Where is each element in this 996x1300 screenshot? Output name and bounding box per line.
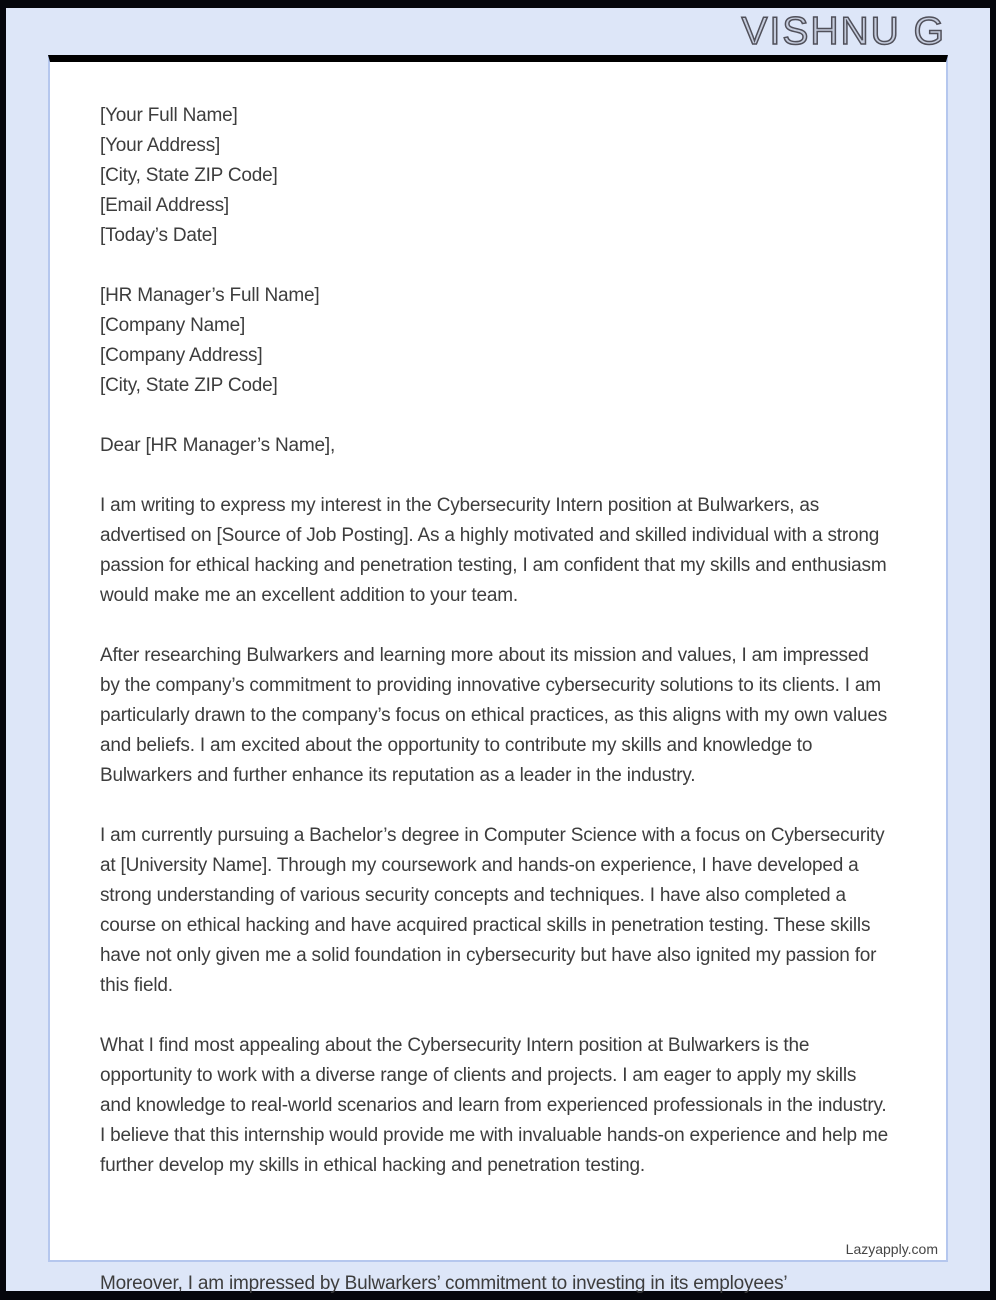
letter-overflow-text: Moreover, I am impressed by Bulwarkers’ commitment to investing in its employees’ bbox=[100, 1273, 788, 1294]
letter-paragraph: What I find most appealing about the Cybersecurity Intern position at Bulwarkers is the opportunity to work with a diverse range of clients and projects. I am eager to apply my skills and knowledge to real-world scenarios and learn from experienced professionals in the industry. I believe that this internship would provide me with invaluable hands-on experience and help me further develop my skills in ethical hacking and penetration testing. bbox=[100, 1035, 888, 1176]
recipient-line: [Company Name] bbox=[100, 315, 246, 336]
sender-line: [Email Address] bbox=[100, 195, 229, 216]
recipient-line: [City, State ZIP Code] bbox=[100, 375, 278, 396]
letter-body bbox=[100, 101, 892, 1181]
salutation: Dear [HR Manager’s Name], bbox=[100, 435, 336, 456]
sender-address-block bbox=[100, 101, 892, 251]
sender-line: [Your Address] bbox=[100, 135, 221, 156]
sender-line: [City, State ZIP Code] bbox=[100, 165, 278, 186]
sender-line: [Today’s Date] bbox=[100, 225, 218, 246]
cover-letter-page bbox=[48, 55, 948, 1262]
recipient-address-block bbox=[100, 281, 892, 401]
letter-paragraph: After researching Bulwarkers and learning more about its mission and values, I am impressed by the company’s commitment to providing innovative cybersecurity solutions to its clients. I am particularly drawn to the company’s focus on ethical practices, as this aligns with my own values and beliefs. I am excited about the opportunity to contribute my skills and knowledge to Bulwarkers and further enhance its reputation as a leader in the industry. bbox=[100, 645, 888, 786]
letter-paragraph: I am currently pursuing a Bachelor’s degree in Computer Science with a focus on Cybersecurity at [University Name]. Through my coursework and hands-on experience, I have developed a strong understanding of various security concepts and techniques. I have also completed a course on ethical hacking and have acquired practical skills in penetration testing. These skills have not only given me a solid foundation in cybersecurity but have also ignited my passion for this field. bbox=[100, 825, 885, 996]
recipient-line: [HR Manager’s Full Name] bbox=[100, 285, 320, 306]
letter-paragraph: I am writing to express my interest in the Cybersecurity Intern position at Bulwarkers, as advertised on [Source of Job Posting]. As a highly motivated and skilled individual with a strong passion for ethical hacking and penetration testing, I am confident that my skills and enthusiasm would make me an excellent addition to your team. bbox=[100, 495, 887, 606]
recipient-line: [Company Address] bbox=[100, 345, 263, 366]
sender-line: [Your Full Name] bbox=[100, 105, 238, 126]
lazyapply-watermark: Lazyapply.com bbox=[845, 1241, 938, 1257]
author-name-logo: VISHNU G bbox=[741, 10, 946, 53]
